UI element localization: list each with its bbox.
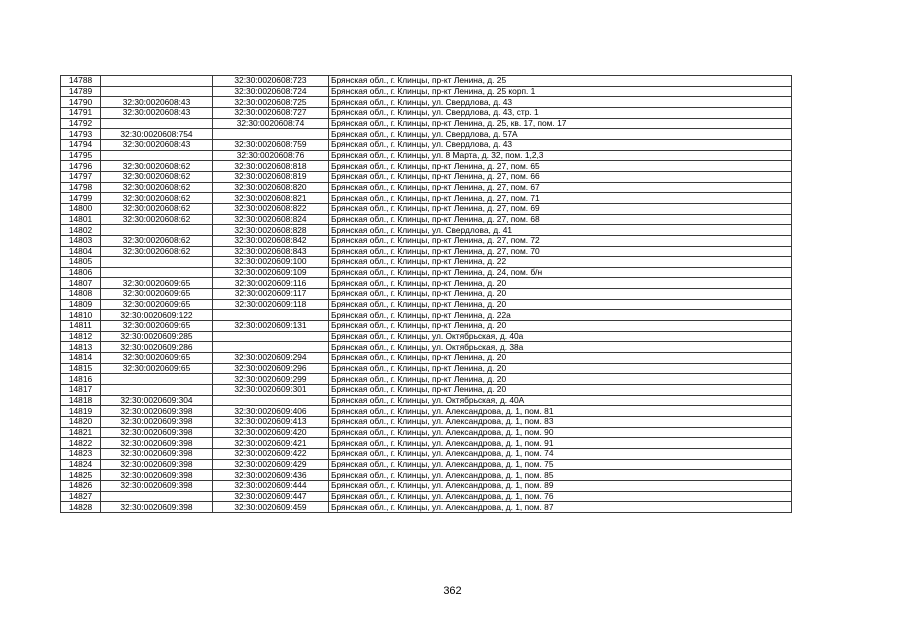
table-row: [61, 139, 792, 150]
row-number-cell: 14803: [61, 235, 101, 246]
table-row: [61, 310, 792, 321]
cadastral-number-cell: 32:30:0020608:818: [213, 161, 329, 172]
row-number-cell: 14810: [61, 310, 101, 321]
parent-cadastral-cell: [101, 267, 213, 278]
parent-cadastral-cell: 32:30:0020608:62: [101, 203, 213, 214]
parent-cadastral-cell: 32:30:0020609:65: [101, 278, 213, 289]
cadastral-number-cell: 32:30:0020609:421: [213, 438, 329, 449]
address-cell: Брянская обл., г. Клинцы, пр-кт Ленина, д. 20: [329, 299, 792, 310]
address-cell: Брянская обл., г. Клинцы, ул. Александрова, д. 1, пом. 91: [329, 438, 792, 449]
parent-cadastral-cell: 32:30:0020608:62: [101, 161, 213, 172]
row-number-cell: 14801: [61, 214, 101, 225]
parent-cadastral-cell: [101, 86, 213, 97]
parent-cadastral-cell: [101, 257, 213, 268]
row-number-cell: 14824: [61, 459, 101, 470]
address-cell: Брянская обл., г. Клинцы, ул. Александрова, д. 1, пом. 81: [329, 406, 792, 417]
cadastral-number-cell: 32:30:0020609:459: [213, 502, 329, 513]
row-number-cell: 14807: [61, 278, 101, 289]
cadastral-number-cell: 32:30:0020609:118: [213, 299, 329, 310]
address-cell: Брянская обл., г. Клинцы, ул. Октябрьская, д. 40а: [329, 331, 792, 342]
address-cell: Брянская обл., г. Клинцы, ул. Александрова, д. 1, пом. 87: [329, 502, 792, 513]
table-row: [61, 97, 792, 108]
table-row: [61, 417, 792, 428]
parent-cadastral-cell: 32:30:0020609:65: [101, 321, 213, 332]
cadastral-number-cell: 32:30:0020609:296: [213, 363, 329, 374]
table-row: [61, 331, 792, 342]
cadastral-number-cell: 32:30:0020608:819: [213, 171, 329, 182]
address-cell: Брянская обл., г. Клинцы, ул. Александрова, д. 1, пом. 83: [329, 417, 792, 428]
parent-cadastral-cell: 32:30:0020609:398: [101, 459, 213, 470]
parent-cadastral-cell: 32:30:0020609:398: [101, 470, 213, 481]
parent-cadastral-cell: 32:30:0020609:398: [101, 502, 213, 513]
table-row: [61, 235, 792, 246]
address-cell: Брянская обл., г. Клинцы, пр-кт Ленина, д. 25: [329, 76, 792, 87]
table-row: [61, 246, 792, 257]
parent-cadastral-cell: 32:30:0020609:398: [101, 427, 213, 438]
row-number-cell: 14809: [61, 299, 101, 310]
cadastral-number-cell: [213, 310, 329, 321]
table-row: [61, 427, 792, 438]
cadastral-number-cell: 32:30:0020609:301: [213, 385, 329, 396]
cadastral-number-cell: 32:30:0020608:828: [213, 225, 329, 236]
table-row: [61, 438, 792, 449]
address-cell: Брянская обл., г. Клинцы, пр-кт Ленина, д. 20: [329, 278, 792, 289]
table-row: [61, 470, 792, 481]
address-cell: Брянская обл., г. Клинцы, пр-кт Ленина, д. 27, пом. 69: [329, 203, 792, 214]
table-row: [61, 203, 792, 214]
table-row: [61, 363, 792, 374]
row-number-cell: 14823: [61, 448, 101, 459]
cadastral-number-cell: 32:30:0020609:436: [213, 470, 329, 481]
address-cell: Брянская обл., г. Клинцы, пр-кт Ленина, д. 20: [329, 385, 792, 396]
address-cell: Брянская обл., г. Клинцы, пр-кт Ленина, д. 22а: [329, 310, 792, 321]
table-row: [61, 299, 792, 310]
address-cell: Брянская обл., г. Клинцы, пр-кт Ленина, д. 25, кв. 17, пом. 17: [329, 118, 792, 129]
row-number-cell: 14818: [61, 395, 101, 406]
parent-cadastral-cell: [101, 491, 213, 502]
cadastral-number-cell: 32:30:0020609:117: [213, 289, 329, 300]
cadastral-number-cell: 32:30:0020608:727: [213, 107, 329, 118]
address-cell: Брянская обл., г. Клинцы, пр-кт Ленина, д. 27, пом. 65: [329, 161, 792, 172]
table-row: [61, 395, 792, 406]
row-number-cell: 14827: [61, 491, 101, 502]
cadastral-number-cell: 32:30:0020609:444: [213, 480, 329, 491]
address-cell: Брянская обл., г. Клинцы, пр-кт Ленина, д. 24, пом. б/н: [329, 267, 792, 278]
row-number-cell: 14826: [61, 480, 101, 491]
row-number-cell: 14804: [61, 246, 101, 257]
row-number-cell: 14793: [61, 129, 101, 140]
parent-cadastral-cell: 32:30:0020608:62: [101, 246, 213, 257]
cadastral-number-cell: 32:30:0020608:723: [213, 76, 329, 87]
address-cell: Брянская обл., г. Клинцы, ул. Свердлова, д. 43, стр. 1: [329, 107, 792, 118]
address-cell: Брянская обл., г. Клинцы, пр-кт Ленина, д. 27, пом. 70: [329, 246, 792, 257]
table-row: [61, 150, 792, 161]
row-number-cell: 14812: [61, 331, 101, 342]
table-row: [61, 374, 792, 385]
parent-cadastral-cell: 32:30:0020609:65: [101, 353, 213, 364]
parent-cadastral-cell: 32:30:0020608:43: [101, 139, 213, 150]
row-number-cell: 14800: [61, 203, 101, 214]
row-number-cell: 14795: [61, 150, 101, 161]
row-number-cell: 14820: [61, 417, 101, 428]
row-number-cell: 14811: [61, 321, 101, 332]
parent-cadastral-cell: 32:30:0020609:122: [101, 310, 213, 321]
cadastral-number-cell: 32:30:0020608:820: [213, 182, 329, 193]
row-number-cell: 14791: [61, 107, 101, 118]
address-cell: Брянская обл., г. Клинцы, ул. Александрова, д. 1, пом. 74: [329, 448, 792, 459]
parent-cadastral-cell: 32:30:0020608:62: [101, 214, 213, 225]
address-cell: Брянская обл., г. Клинцы, ул. Александрова, д. 1, пом. 90: [329, 427, 792, 438]
address-cell: Брянская обл., г. Клинцы, пр-кт Ленина, д. 27, пом. 72: [329, 235, 792, 246]
cadastral-number-cell: 32:30:0020608:822: [213, 203, 329, 214]
parent-cadastral-cell: [101, 374, 213, 385]
cadastral-number-cell: 32:30:0020608:759: [213, 139, 329, 150]
table-row: [61, 257, 792, 268]
address-cell: Брянская обл., г. Клинцы, пр-кт Ленина, д. 20: [329, 321, 792, 332]
address-cell: Брянская обл., г. Клинцы, пр-кт Ленина, д. 20: [329, 353, 792, 364]
address-cell: Брянская обл., г. Клинцы, ул. Свердлова, д. 57А: [329, 129, 792, 140]
row-number-cell: 14799: [61, 193, 101, 204]
cadastral-number-cell: 32:30:0020608:76: [213, 150, 329, 161]
table-row: [61, 86, 792, 97]
cadastral-number-cell: [213, 395, 329, 406]
cadastral-number-cell: [213, 129, 329, 140]
parent-cadastral-cell: 32:30:0020609:398: [101, 417, 213, 428]
table-row: [61, 161, 792, 172]
cadastral-number-cell: 32:30:0020608:725: [213, 97, 329, 108]
parent-cadastral-cell: 32:30:0020609:286: [101, 342, 213, 353]
parent-cadastral-cell: 32:30:0020608:62: [101, 182, 213, 193]
row-number-cell: 14819: [61, 406, 101, 417]
parent-cadastral-cell: 32:30:0020608:62: [101, 193, 213, 204]
parent-cadastral-cell: 32:30:0020608:43: [101, 97, 213, 108]
parent-cadastral-cell: 32:30:0020609:398: [101, 448, 213, 459]
cadastral-number-cell: 32:30:0020609:422: [213, 448, 329, 459]
row-number-cell: 14825: [61, 470, 101, 481]
row-number-cell: 14789: [61, 86, 101, 97]
cadastral-number-cell: 32:30:0020609:299: [213, 374, 329, 385]
registry-table: [60, 75, 792, 513]
address-cell: Брянская обл., г. Клинцы, ул. Александрова, д. 1, пом. 75: [329, 459, 792, 470]
table-row: [61, 107, 792, 118]
table-row: [61, 225, 792, 236]
address-cell: Брянская обл., г. Клинцы, ул. Свердлова, д. 43: [329, 97, 792, 108]
cadastral-number-cell: 32:30:0020609:109: [213, 267, 329, 278]
row-number-cell: 14822: [61, 438, 101, 449]
table-row: [61, 182, 792, 193]
table-row: [61, 289, 792, 300]
cadastral-number-cell: 32:30:0020608:824: [213, 214, 329, 225]
address-cell: Брянская обл., г. Клинцы, пр-кт Ленина, д. 27, пом. 67: [329, 182, 792, 193]
row-number-cell: 14806: [61, 267, 101, 278]
table-row: [61, 342, 792, 353]
address-cell: Брянская обл., г. Клинцы, ул. Октябрьская, д. 38а: [329, 342, 792, 353]
row-number-cell: 14792: [61, 118, 101, 129]
address-cell: Брянская обл., г. Клинцы, ул. Александрова, д. 1, пом. 76: [329, 491, 792, 502]
row-number-cell: 14788: [61, 76, 101, 87]
address-cell: Брянская обл., г. Клинцы, пр-кт Ленина, д. 22: [329, 257, 792, 268]
parent-cadastral-cell: 32:30:0020609:398: [101, 406, 213, 417]
table-row: [61, 214, 792, 225]
table-row: [61, 321, 792, 332]
cadastral-number-cell: 32:30:0020609:294: [213, 353, 329, 364]
table-row: [61, 353, 792, 364]
row-number-cell: 14794: [61, 139, 101, 150]
parent-cadastral-cell: [101, 225, 213, 236]
table-row: [61, 267, 792, 278]
table-row: [61, 480, 792, 491]
table-row: [61, 459, 792, 470]
parent-cadastral-cell: [101, 150, 213, 161]
table-row: [61, 278, 792, 289]
registry-table-body: [61, 76, 792, 513]
parent-cadastral-cell: [101, 118, 213, 129]
table-row: [61, 171, 792, 182]
parent-cadastral-cell: 32:30:0020608:62: [101, 171, 213, 182]
table-row: [61, 502, 792, 513]
row-number-cell: 14802: [61, 225, 101, 236]
cadastral-number-cell: 32:30:0020609:420: [213, 427, 329, 438]
address-cell: Брянская обл., г. Клинцы, ул. Александрова, д. 1, пом. 89: [329, 480, 792, 491]
page-number: 362: [443, 585, 462, 597]
row-number-cell: 14797: [61, 171, 101, 182]
parent-cadastral-cell: 32:30:0020609:65: [101, 289, 213, 300]
parent-cadastral-cell: 32:30:0020609:398: [101, 480, 213, 491]
cadastral-number-cell: [213, 331, 329, 342]
row-number-cell: 14796: [61, 161, 101, 172]
address-cell: Брянская обл., г. Клинцы, ул. 8 Марта, д. 32, пом. 1,2,3: [329, 150, 792, 161]
row-number-cell: 14828: [61, 502, 101, 513]
cadastral-number-cell: 32:30:0020609:406: [213, 406, 329, 417]
cadastral-number-cell: 32:30:0020609:131: [213, 321, 329, 332]
address-cell: Брянская обл., г. Клинцы, пр-кт Ленина, д. 27, пом. 71: [329, 193, 792, 204]
cadastral-number-cell: 32:30:0020608:842: [213, 235, 329, 246]
parent-cadastral-cell: 32:30:0020609:65: [101, 299, 213, 310]
cadastral-number-cell: 32:30:0020608:74: [213, 118, 329, 129]
row-number-cell: 14816: [61, 374, 101, 385]
cadastral-number-cell: 32:30:0020609:429: [213, 459, 329, 470]
address-cell: Брянская обл., г. Клинцы, ул. Октябрьская, д. 40А: [329, 395, 792, 406]
row-number-cell: 14808: [61, 289, 101, 300]
address-cell: Брянская обл., г. Клинцы, пр-кт Ленина, д. 20: [329, 289, 792, 300]
address-cell: Брянская обл., г. Клинцы, пр-кт Ленина, д. 20: [329, 363, 792, 374]
row-number-cell: 14815: [61, 363, 101, 374]
cadastral-number-cell: 32:30:0020609:100: [213, 257, 329, 268]
table-row: [61, 118, 792, 129]
cadastral-number-cell: 32:30:0020608:843: [213, 246, 329, 257]
address-cell: Брянская обл., г. Клинцы, пр-кт Ленина, д. 25 корп. 1: [329, 86, 792, 97]
parent-cadastral-cell: [101, 76, 213, 87]
row-number-cell: 14814: [61, 353, 101, 364]
parent-cadastral-cell: 32:30:0020609:285: [101, 331, 213, 342]
parent-cadastral-cell: 32:30:0020608:754: [101, 129, 213, 140]
table-row: [61, 385, 792, 396]
cadastral-number-cell: 32:30:0020608:821: [213, 193, 329, 204]
table-row: [61, 76, 792, 87]
cadastral-number-cell: 32:30:0020609:413: [213, 417, 329, 428]
parent-cadastral-cell: 32:30:0020609:304: [101, 395, 213, 406]
parent-cadastral-cell: [101, 385, 213, 396]
row-number-cell: 14813: [61, 342, 101, 353]
cadastral-number-cell: 32:30:0020608:724: [213, 86, 329, 97]
address-cell: Брянская обл., г. Клинцы, пр-кт Ленина, д. 20: [329, 374, 792, 385]
table-row: [61, 448, 792, 459]
row-number-cell: 14817: [61, 385, 101, 396]
row-number-cell: 14798: [61, 182, 101, 193]
row-number-cell: 14805: [61, 257, 101, 268]
address-cell: Брянская обл., г. Клинцы, ул. Александрова, д. 1, пом. 85: [329, 470, 792, 481]
address-cell: Брянская обл., г. Клинцы, пр-кт Ленина, д. 27, пом. 68: [329, 214, 792, 225]
address-cell: Брянская обл., г. Клинцы, пр-кт Ленина, д. 27, пом. 66: [329, 171, 792, 182]
table-row: [61, 129, 792, 140]
cadastral-number-cell: [213, 342, 329, 353]
table-row: [61, 406, 792, 417]
parent-cadastral-cell: 32:30:0020608:43: [101, 107, 213, 118]
parent-cadastral-cell: 32:30:0020608:62: [101, 235, 213, 246]
table-row: [61, 491, 792, 502]
table-row: [61, 193, 792, 204]
cadastral-number-cell: 32:30:0020609:447: [213, 491, 329, 502]
row-number-cell: 14821: [61, 427, 101, 438]
parent-cadastral-cell: 32:30:0020609:65: [101, 363, 213, 374]
row-number-cell: 14790: [61, 97, 101, 108]
cadastral-number-cell: 32:30:0020609:116: [213, 278, 329, 289]
parent-cadastral-cell: 32:30:0020609:398: [101, 438, 213, 449]
address-cell: Брянская обл., г. Клинцы, ул. Свердлова, д. 41: [329, 225, 792, 236]
address-cell: Брянская обл., г. Клинцы, ул. Свердлова, д. 43: [329, 139, 792, 150]
